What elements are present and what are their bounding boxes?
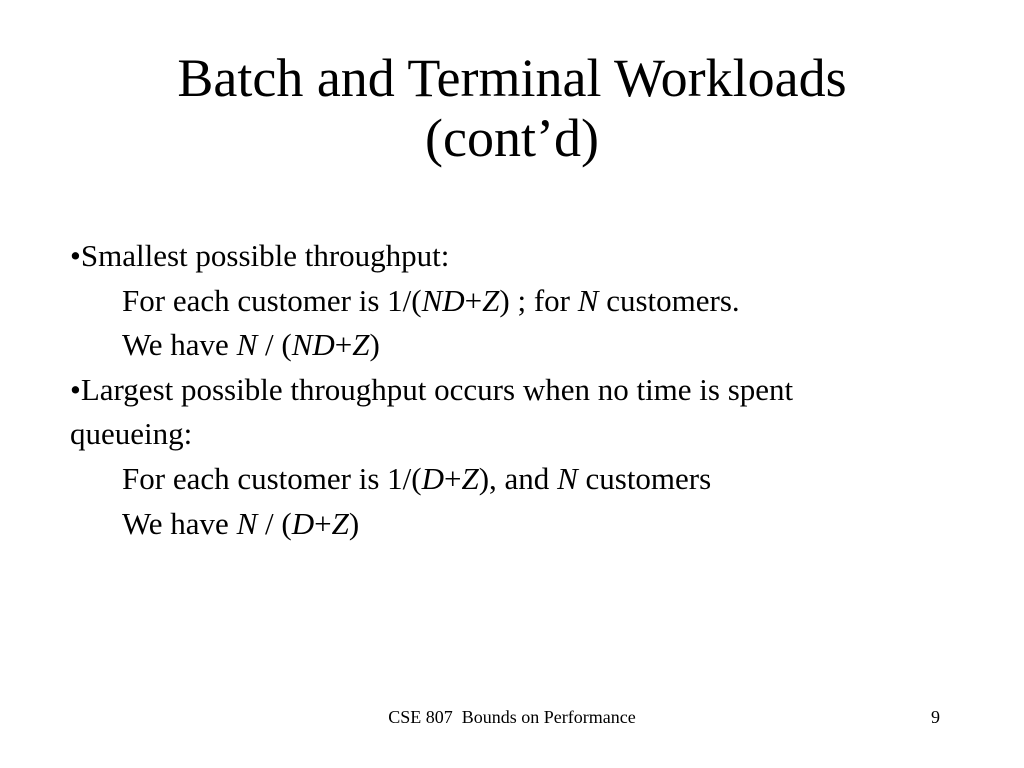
math-var: N [577,282,599,318]
bullet-text-line-2: queueing: [70,416,193,452]
math-operator: + [314,505,332,541]
math-var: ND [421,282,465,318]
math-operator: + [464,282,483,318]
text-fragment: For each customer is 1/( [122,282,422,318]
math-var: Z [331,505,349,541]
math-var: Z [461,460,479,496]
math-var: N [236,505,258,541]
math-var: D [291,505,315,541]
text-fragment: For each customer is 1/( [122,460,422,496]
math-operator: + [334,327,353,363]
text-fragment: customers. [598,282,740,318]
math-operator: / ( [257,505,292,541]
text-fragment: We have [122,327,237,363]
page-number: 9 [931,707,940,727]
bullet-text-line-1: •Largest possible throughput occurs when no time is spent [70,371,794,407]
sub-item-largest-result [70,502,970,547]
math-var: ND [291,327,335,363]
text-fragment: We have [122,505,237,541]
text-fragment: ), and [478,460,558,496]
footer-course-title: CSE 807 Bounds on Performance [388,707,636,727]
slide-title-line-1: Batch and Terminal Workloads [177,48,847,109]
slide-title-line-2: (cont’d) [425,108,599,169]
math-var: Z [352,327,370,363]
math-operator: / ( [257,327,292,363]
math-operator: + [443,460,462,496]
sub-item-largest-per-customer [70,457,970,502]
bullet-largest-throughput [70,368,970,457]
text-fragment: ) [348,505,360,541]
text-fragment: ) [369,327,380,363]
slide-body [70,234,970,546]
math-var: N [557,460,578,496]
math-var: D [421,460,444,496]
math-var: N [236,327,258,363]
sub-item-smallest-per-customer [70,279,970,324]
text-fragment: ) ; for [499,282,578,318]
sub-item-smallest-result [70,323,970,368]
slide-title [0,48,1024,168]
math-var: Z [482,282,500,318]
bullet-smallest-throughput: •Smallest possible throughput: [70,238,450,273]
text-fragment: customers [577,460,712,496]
